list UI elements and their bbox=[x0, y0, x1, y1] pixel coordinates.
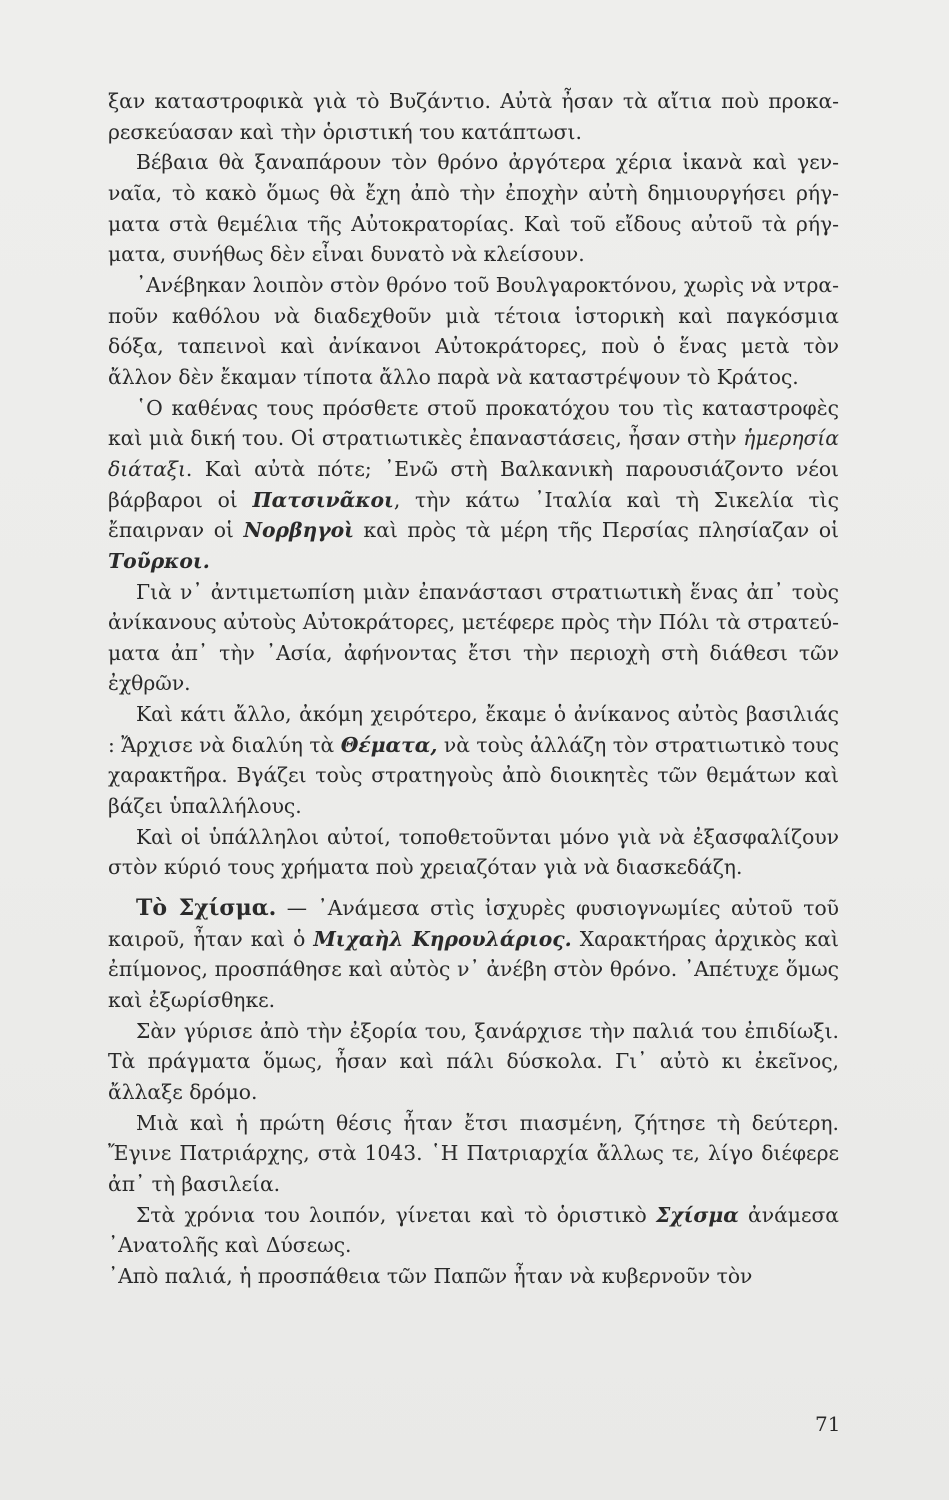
section-heading-schism: Τὸ Σχίσμα. bbox=[136, 895, 277, 922]
paragraph-12: ᾿Απὸ παλιά, ἡ προσπάθεια τῶν Παπῶν ἦταν νὰ κυβερνοῦν τὸν bbox=[108, 1263, 753, 1288]
paragraph-1: ξαν καταστροφικὰ γιὰ τὸ Βυζάντιο. Αὐτὰ ἦσαν τὰ αἴτια ποὺ προκαρεσκεύασαν καὶ τὴν ὁριστική του κατάπτωσι. bbox=[108, 89, 839, 144]
p11-text-a: Στὰ χρόνια του λοιπόν, γίνεται καὶ τὸ ὁριστικὸ bbox=[136, 1202, 656, 1227]
p6-themata: Θέματα, bbox=[340, 732, 438, 757]
p8-text-b: Χαρακτήρας ἀρχικὸς καὶ ἐπίμονος, προσπάθησε καὶ αὐτὸς ν᾿ ἀνέβη στὸν θρόνο. ᾿Απέτυχε ὅμως καὶ ἐξωρίσθηκε. bbox=[108, 926, 839, 1013]
p4-text-a: ῾Ο καθένας τους πρόσθετε στοῦ προκατόχου του τὶς καταστροφὲς καὶ μιὰ δική του. Οἱ στρατιωτικὲς ἐπαναστάσεις, ἦσαν στὴν bbox=[108, 395, 839, 451]
p4-text-d: καὶ πρὸς τὰ μέρη τῆς Περσίας πλησίαζαν οἱ bbox=[353, 518, 839, 543]
paragraph-9: Σὰν γύρισε ἀπὸ τὴν ἐξορία του, ξανάρχισε τὴν παλιά του ἐπιδίωξι. Τὰ πράγματα ὅμως, ἦσαν καὶ πάλι δύσκολα. Γι᾿ αὐτὸ κι ἐκεῖνος, ἄλλαξε δρόμο. bbox=[108, 1018, 839, 1104]
paragraph-8 bbox=[108, 893, 839, 1016]
page-body bbox=[108, 86, 839, 1292]
p6-text-a: Καὶ κάτι ἄλλο, ἀκόμη χειρότερο, ἔκαμε ὁ ἀνίκανος αὐτὸς βασιλιάς : Ἄρχισε νὰ διαλύη τὰ bbox=[108, 702, 839, 757]
p4-patsinakoi: Πατσινᾶκοι bbox=[252, 487, 394, 512]
p8-mikhail: Μιχαὴλ Κηρουλάριος. bbox=[313, 926, 572, 951]
paragraph-7: Καὶ οἱ ὑπάλληλοι αὐτοί, τοποθετοῦνται μόνο γιὰ νὰ ἐξασφαλίζουν στὸν κύριό τους χρήματα ποὺ χρειαζόταν γιὰ νὰ διασκεδάζη. bbox=[108, 824, 839, 880]
p4-text-c: , τὴν κάτω ᾿Ιταλία καὶ τὴ Σικελία τὶς ἔπαιρναν οἱ bbox=[108, 487, 839, 543]
p4-norvigoi: Νορβηγοὶ bbox=[243, 518, 354, 543]
page-number: 71 bbox=[815, 1412, 841, 1436]
paragraph-5: Γιὰ ν᾿ ἀντιμετωπίση μιὰν ἐπανάστασι στρατιωτικὴ ἕνας ἀπ᾿ τοὺς ἀνίκανους αὐτοὺς Αὐτοκράτορες, μετέφερε πρὸς τὴν Πόλι τὰ στρατεύματα ἀπ᾿ τὴν ᾿Ασία, ἀφήνοντας ἔτσι τὴν περιοχὴ στὴ διάθεσι τῶν ἐχθρῶν. bbox=[108, 579, 839, 696]
p11-schisma: Σχίσμα bbox=[655, 1202, 739, 1227]
paragraph-6 bbox=[108, 699, 839, 822]
p11-text-b: ἀνάμεσα ᾿Ανατολῆς καὶ Δύσεως. bbox=[108, 1202, 839, 1258]
paragraph-11 bbox=[108, 1200, 839, 1261]
paragraph-2: Βέβαια θὰ ξαναπάρουν τὸν θρόνο ἀργότερα χέρια ἱκανὰ καὶ γενναῖα, τὸ κακὸ ὅμως θὰ ἔχη ἀπὸ τὴν ἐποχὴν αὐτὴ δημιουργήσει ρήγματα στὰ θεμέλια τῆς Αὐτοκρατορίας. Καὶ τοῦ εἴδους αὐτοῦ τὰ ρήγματα, συνήθως δὲν εἶναι δυνατὸ νὰ κλείσουν. bbox=[108, 150, 839, 267]
p6-text-b: νὰ τοὺς ἀλλάζη τὸν στρατιωτικὸ τους χαρακτῆρα. Βγάζει τοὺς στρατηγοὺς ἀπὸ διοικητὲς τῶν θεμάτων καὶ βάζει ὑπαλλήλους. bbox=[108, 732, 839, 819]
paragraph-10: Μιὰ καὶ ἡ πρώτη θέσις ἦταν ἔτσι πιασμένη, ζήτησε τὴ δεύτερη. Ἔγινε Πατριάρχης, στὰ 1043. ῾Η Πατριαρχία ἄλλως τε, λίγο διέφερε ἀπ᾿ τὴ βασιλεία. bbox=[108, 1110, 839, 1196]
p4-italic: ἡμερησία διάταξι bbox=[108, 426, 839, 481]
paragraph-4 bbox=[108, 393, 839, 577]
paragraph-3: ᾿Ανέβηκαν λοιπὸν στὸν θρόνο τοῦ Βουλγαροκτόνου, χωρὶς νὰ ντραποῦν καθόλου νὰ διαδεχθοῦν μιὰ τέτοια ἱστορικὴ καὶ παγκόσμια δόξα, ταπεινοὶ καὶ ἀνίκανοι Αὐτοκράτορες, ποὺ ὁ ἕνας μετὰ τὸν ἄλλον δὲν ἔκαμαν τίποτα ἄλλο παρὰ νὰ καταστρέψουν τὸ Κράτος. bbox=[108, 272, 839, 389]
p4-tourkoi: Τοῦρκοι. bbox=[108, 548, 210, 573]
p8-text-a: — ᾿Ανάμεσα στὶς ἰσχυρὲς φυσιογνωμίες αὐτοῦ τοῦ καιροῦ, ἦταν καὶ ὁ bbox=[108, 896, 839, 951]
p4-text-b: . Καὶ αὐτὰ πότε; ᾿Ενῶ στὴ Βαλκανικὴ παρουσιάζοντο νέοι βάρβαροι οἱ bbox=[108, 456, 839, 512]
